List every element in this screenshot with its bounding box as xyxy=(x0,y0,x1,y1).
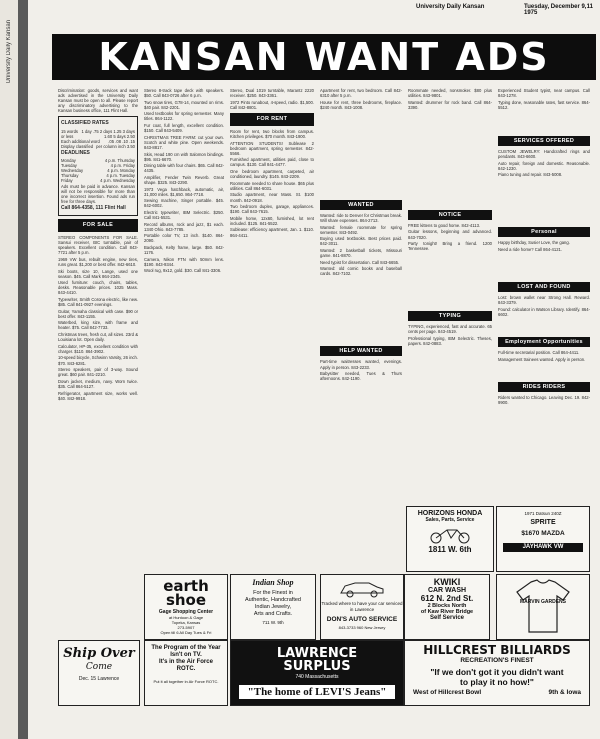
classified-ad: TYPING, experienced, fast and accurate. 65 cents per page. 843-4519. xyxy=(408,324,492,335)
typing-list xyxy=(408,324,492,346)
typing-header: TYPING xyxy=(408,311,492,321)
classified-ad: Guitar, Yamaha classical with case. $90 or best offer. 843-1155. xyxy=(58,308,138,319)
classified-ad: Refrigerator, apartment size, works well. $40. 842-9918. xyxy=(58,390,138,401)
earth-shoe-city: Topeka, Kansas xyxy=(171,620,201,625)
newspaper-page xyxy=(28,0,600,739)
rates-box xyxy=(58,116,138,216)
classified-ad: 1972 Pinto runabout, 4-speed, radio. $1,500. Call 842-8801. xyxy=(230,99,314,110)
earth-shoe-address: at Huntoon & Gage xyxy=(168,615,204,620)
rates-list xyxy=(61,129,135,149)
rate-row: Each additional word .05 .08 .10 .15 xyxy=(61,138,135,144)
jayhawk-vw-ad xyxy=(496,506,590,572)
kwiki-address: 612 N. 2nd St. xyxy=(420,594,474,603)
discrimination-notice: Discrimination: goods, services and want ads advertised in the University Daily Kansan must be open to all. Please report any discriminatory advertising to the Kansan business office, 111 Flint Hall. xyxy=(58,88,138,114)
terms-text: Ads must be paid in advance. Kansan will not be responsible for more than one incorrect insertion. Found ads run free for three days. xyxy=(61,183,135,204)
indian-shop-title: Indian Shop xyxy=(252,578,294,587)
classified-ad: Used furniture: couch, chairs, tables, desks. Reasonable prices. 1025 Mass. 843-4410. xyxy=(58,280,138,296)
classified-ad: Roommate needed, nonsmoker. $80 plus utilities. 843-9801. xyxy=(408,88,492,99)
ship-over-come: Come xyxy=(85,662,113,672)
classified-ad: Skis, Head 190 cm with Salomon bindings. $95. 841-6670. xyxy=(144,151,224,162)
deadline-row: Thursday 4 p.m. Tuesday xyxy=(61,173,135,179)
lost-found-list xyxy=(498,295,590,317)
classified-ad: 1973 Vega hatchback, automatic, air, 31,000 miles. $1,650. 864-7718. xyxy=(144,186,224,197)
classified-ad: Room for rent, two blocks from campus. Kitchen privileges. $70 month. 843-1900. xyxy=(230,128,314,139)
classified-ad: Mobile home, 12x60, furnished, lot rent included. $125. 841-5522. xyxy=(230,215,314,226)
help-wanted-header: HELP WANTED xyxy=(320,346,402,356)
rate-row: Display classified per column inch 3.50 xyxy=(61,143,135,149)
wanted-header: WANTED xyxy=(320,200,402,210)
want-ads-banner: KANSAN WANT ADS xyxy=(52,34,596,80)
notice-header: NOTICE xyxy=(408,210,492,220)
rotc-tagline: Put it all together in Air Force ROTC. xyxy=(153,679,219,684)
paper-name: University Daily Kansan xyxy=(416,4,485,10)
marvin-gardens-name: MARVIN GARDENS xyxy=(519,599,567,605)
horizons-honda-ad xyxy=(406,506,494,572)
services-offered-header: SERVICES OFFERED xyxy=(498,136,590,146)
kwiki-title: KWIKI xyxy=(433,577,461,587)
classified-ad: CUSTOM JEWELRY: Handcrafted rings and pendants. 843-6600. xyxy=(498,148,590,159)
dons-auto-ad xyxy=(320,574,404,640)
classified-ad: Sublease: efficiency apartment, Jan. 1. $110. 864-4411. xyxy=(230,227,314,238)
honda-title: HORIZONS HONDA xyxy=(417,510,483,517)
classified-ad: Riders wanted to Chicago. Leaving Dec. 19. 842-9900. xyxy=(498,394,590,405)
billiards-name: HILLCREST BILLIARDS xyxy=(423,643,571,657)
services-list xyxy=(498,149,590,177)
classified-ad: Auto repair, foreign and domestic. Reasonable. 842-1230. xyxy=(498,160,590,171)
classified-ad: Used textbooks for spring semester. Many titles. 864-1122. xyxy=(144,111,224,122)
page-number: 11 xyxy=(586,4,593,10)
classified-ad: Record albums, rock and jazz, $1 each. 1340 Ohio. 843-7785. xyxy=(144,221,224,232)
ship-over-date: Dec. 15 Lawrence xyxy=(78,676,120,682)
wanted-list xyxy=(320,213,402,277)
honda-services: Sales, Parts, Service xyxy=(425,517,475,523)
marvin-gardens-ad xyxy=(496,574,590,640)
kwiki-direction-2: of Kaw River Bridge xyxy=(420,609,474,615)
classified-ad: Lost: brown wallet near Strong Hall. Reward. 843-3379. xyxy=(498,295,590,306)
for-sale-list xyxy=(58,235,138,401)
classified-ad: Christmas trees, fresh cut, all sizes. 23rd & Louisiana lot. Open daily. xyxy=(58,332,138,343)
classified-ad: Stereo speakers, pair of 3-way. Sound great. $60 pair. 841-2210. xyxy=(58,367,138,378)
classified-ad: Wanted: female roommate for spring semester. 843-0492. xyxy=(320,224,402,235)
earth-shoe-title: earth shoe xyxy=(163,577,209,609)
indian-shop-ad xyxy=(230,574,316,640)
rides-riders-header: RIDES RIDERS xyxy=(498,382,590,392)
classified-ad: Professional typing, IBM Selectric. Theses, papers. 842-0883. xyxy=(408,336,492,347)
rotc-headline: The Program of the Year Isn't on TV. It's in the Air Force ROTC. xyxy=(151,645,221,672)
classified-ad: Roommate needed to share house. $65 plus utilities. Call 864-6031. xyxy=(230,180,314,191)
earth-shoe-ad xyxy=(144,574,228,640)
classified-ad: Calculator, HP-35, excellent condition with charger. $110. 864-3902. xyxy=(58,343,138,354)
help-wanted-list xyxy=(320,359,402,381)
surplus-address: 740 Massachusetts xyxy=(295,674,339,680)
classified-ad: Studio apartment, near Mass. St. $100 month. 842-0918. xyxy=(230,192,314,203)
classified-ad: Portable color TV, 13 inch. $140. 864-2090. xyxy=(144,233,224,244)
kwiki-car-wash: CAR WASH xyxy=(427,587,467,594)
ship-over-title: Ship Over xyxy=(63,646,135,661)
honda-address: 1811 W. 6th xyxy=(428,545,472,554)
earth-shoe-hours: Open till 6 All Day Tues & Fri xyxy=(160,630,212,635)
deadline-row: Tuesday 4 p.m. Friday xyxy=(61,163,135,169)
jayhawk-mazda: $1670 MAZDA xyxy=(521,530,565,537)
classified-ad: 1969 VW bus, rebuilt engine, new tires, runs great. $1,200 or best offer. 842-6610. xyxy=(58,256,138,267)
dons-tagline: Tracked where to have your car serviced in Lawrence xyxy=(321,601,403,612)
employment-header: Employment Opportunities xyxy=(498,337,590,347)
ship-over-ad xyxy=(58,640,140,706)
column-5 xyxy=(408,88,492,498)
classified-ad: Happy birthday, Susie! Love, the gang. xyxy=(498,240,570,246)
classified-ad: Wanted: old comic books and baseball cards. 842-7102. xyxy=(320,266,402,277)
column-1 xyxy=(58,88,138,618)
classified-ad: Management trainees wanted. Apply in person. xyxy=(498,356,586,362)
personal-header: Personal xyxy=(498,227,590,237)
for-rent-list xyxy=(230,129,314,238)
call-line: Call 864-4358, 111 Flint Hall xyxy=(61,204,126,211)
column-4 xyxy=(320,88,402,566)
earth-shoe-location: Gage Shopping Center xyxy=(158,609,214,615)
classified-ad: Babysitter needed, Tues & Thurs afternoons. 842-1190. xyxy=(320,371,402,382)
for-sale-header: FOR SALE xyxy=(58,219,138,232)
column-5-listings xyxy=(408,88,492,110)
column-3-listings xyxy=(230,88,314,110)
kwiki-car-wash-ad xyxy=(404,574,490,640)
indian-shop-copy: For the Finest in Authentic, Handcrafted Indian Jewelry, Arts and Crafts. xyxy=(245,590,301,617)
classified-ad: Stereo, Dual 1019 turntable, Marantz 2220 receiver. $250. 843-3361. xyxy=(230,88,314,99)
lawrence-surplus-ad xyxy=(230,640,404,706)
billiards-location: West of Hillcrest Bowl 9th & Iowa xyxy=(413,689,581,696)
tshirt-icon xyxy=(513,578,573,634)
classified-ad: Electric typewriter, IBM Selectric. $250. Call 841-5531. xyxy=(144,209,224,221)
classified-ad: Wanted: drummer for rock band. Call 864-3390. xyxy=(408,99,492,110)
jayhawk-name: JAYHAWK VW xyxy=(503,543,583,552)
spine-text: University Daily Kansan xyxy=(6,20,12,84)
dons-car-drawing xyxy=(321,575,403,601)
jayhawk-line-1: 1971 Datsun 240Z xyxy=(524,511,562,516)
classified-ad: FREE kittens to good home. 842-4113. xyxy=(408,222,481,228)
for-rent-header: FOR RENT xyxy=(230,113,314,126)
classified-ad: Ski boots, size 10, Lange, used one season. $45. Call Mark 864-2345. xyxy=(58,268,138,279)
classified-ad: Party tonight! Bring a friend. 1200 Tennessee. xyxy=(408,241,492,252)
lost-found-header: LOST AND FOUND xyxy=(498,282,590,292)
classified-ad: Two bedroom duplex, garage, appliances. $190. Call 843-7615. xyxy=(230,204,314,215)
column-3 xyxy=(230,88,314,566)
dons-address: 843-3733 960 New Jersey xyxy=(338,625,386,630)
classified-ad: Two snow tires, G78-14, mounted on rims. $40 pair. 842-2201. xyxy=(144,99,224,110)
classified-ad: Full-time secretarial position. Call 864-4411. xyxy=(498,349,580,355)
billiards-subtitle: RECREATION'S FINEST xyxy=(460,657,534,664)
kwiki-direction-1: 2 Blocks North xyxy=(427,603,467,609)
classified-ad: Waterbed, king size, with frame and heater. $75. Call 842-7733. xyxy=(58,320,138,331)
deadlines-heading: DEADLINES xyxy=(61,149,90,156)
rate-row: 15 words or less 1 day .75 2 days 1.25 3 days 1.60 5 days 2.50 xyxy=(61,128,135,139)
classified-ad: Need typist for dissertation. Call 843-6655. xyxy=(320,259,400,265)
surplus-name: LAWRENCE SURPLUS xyxy=(276,646,358,674)
classified-ad: Buying used textbooks. Best prices paid. 842-3011. xyxy=(320,236,402,247)
deadline-row: Wednesday 4 p.m. Monday xyxy=(61,168,135,174)
hillcrest-billiards-ad xyxy=(404,640,590,706)
classified-ad: Sewing machine, Singer portable. $45. 842-6002. xyxy=(144,198,224,209)
billiards-slogan: "If we don't got it you didn't want to play it no how!" xyxy=(430,667,564,687)
classified-ad: Dining table with four chairs. $65. Call 842-4435. xyxy=(144,163,224,174)
classified-ad: Apartment for rent, two bedroom. Call 842-6310 after 5 p.m. xyxy=(320,88,402,99)
page-header xyxy=(48,2,593,14)
air-force-rotc-ad xyxy=(144,640,228,706)
classified-ad: House for rent, three bedrooms, fireplace. $240 month. 843-1008. xyxy=(320,99,402,110)
classified-ad: One bedroom apartment, carpeted, air conditioned, laundry. $145. 843-2209. xyxy=(230,169,314,180)
classified-ad: CHRISTMAS TREE FARM: cut your own. Scotch and white pine. Open weekends. 843-8817. xyxy=(144,134,224,150)
classified-ad: Typing done, reasonable rates, fast service. 864-5512. xyxy=(498,99,590,110)
column-2 xyxy=(144,88,224,566)
classified-ad: Wool rug, 9x12, gold. $30. Call 841-3306. xyxy=(144,268,222,274)
classified-ad: Experienced Student typist, near campus. Call 843-1278. xyxy=(498,88,590,99)
column-2-listings xyxy=(144,88,224,274)
deadline-row: Friday 4 p.m. Wednesday xyxy=(61,178,135,184)
kwiki-self-service: Self Service xyxy=(429,615,465,621)
classified-ad: Wanted: ride to Denver for Christmas break. Will share expenses. 864-2713. xyxy=(320,212,402,223)
marvin-tshirt xyxy=(497,575,589,637)
employment-list xyxy=(498,350,590,362)
classified-ad: Furnished apartment, utilities paid, close to campus. $130. Call 841-4477. xyxy=(230,157,314,168)
notice-list xyxy=(408,223,492,251)
column-4-listings xyxy=(320,88,402,110)
classified-ad: STEREO COMPONENTS FOR SALE. Sansui receiver, BIC turntable, pair of speakers. Excellent condition. Call 843-7721 after 5 p.m. xyxy=(58,234,138,256)
issue-date: Tuesday, December 9, 1975 xyxy=(524,4,587,16)
classified-ad: Amplifier, Fender Twin Reverb. Great shape. $325. 843-2290. xyxy=(144,174,224,185)
car-icon xyxy=(337,577,387,599)
classified-ad: ATTENTION STUDENTS! Sublease 2 bedroom apartment, spring semester. 842-5566. xyxy=(230,140,314,156)
classified-ad: Camera, Nikon FTN with 50mm lens. $190. 843-9344. xyxy=(144,256,224,267)
deadline-row: Monday 4 p.m. Thursday xyxy=(61,158,135,164)
classified-ad: 10-speed bicycle, Schwinn Varsity, 26 inch. $70. 843-6281. xyxy=(58,355,138,366)
classified-ad: Fur coat, full length, excellent condition. $150. Call 843-5409. xyxy=(144,123,224,134)
adjacent-page-edge xyxy=(0,0,18,739)
classified-ad: Guitar lessons, beginning and advanced. 843-7020. xyxy=(408,229,492,240)
classified-ad: Backpack, Kelty frame, large. $50. 842-1176. xyxy=(144,245,224,256)
rides-list xyxy=(498,395,590,405)
dons-name: DON'S AUTO SERVICE xyxy=(326,616,398,623)
column-6 xyxy=(498,88,590,498)
column-6-listings xyxy=(498,88,590,110)
classified-ad: Need a ride home? Call 864-4121. xyxy=(498,246,563,252)
classified-ad: Typewriter, Smith Corona electric, like new. $85. Call 841-0927 evenings. xyxy=(58,297,138,308)
earth-shoe-phone: 273-5907 xyxy=(177,625,195,630)
classified-ad: Stereo 8-track tape deck with speakers. $50. Call 843-0726 after 6 p.m. xyxy=(144,88,224,99)
deadlines-list xyxy=(61,158,135,183)
indian-shop-address: 711 W. 9th xyxy=(262,620,284,625)
surplus-levis-slogan: "The home of LEVI'S Jeans" xyxy=(239,685,395,699)
classified-ad: Wanted: 2 basketball tickets, Missouri game. 841-8870. xyxy=(320,247,402,259)
rates-heading: CLASSIFIED RATES xyxy=(61,120,109,127)
motorcycle-icon xyxy=(427,524,473,544)
classified-ad: Found: calculator in Watson Library. Identify. 864-6602. xyxy=(498,306,590,317)
classified-ad: Piano tuning and repair. 843-5008. xyxy=(498,172,563,178)
honda-bike-drawing xyxy=(407,523,493,545)
classified-ad: Part-time waitresses wanted, evenings. Apply in person. 843-2233. xyxy=(320,359,402,370)
jayhawk-sprite: SPRITE xyxy=(530,519,556,526)
personal-list xyxy=(498,240,590,252)
classified-ad: Down jacket, medium, navy. Worn twice. $35. Call 864-5127. xyxy=(58,378,138,389)
